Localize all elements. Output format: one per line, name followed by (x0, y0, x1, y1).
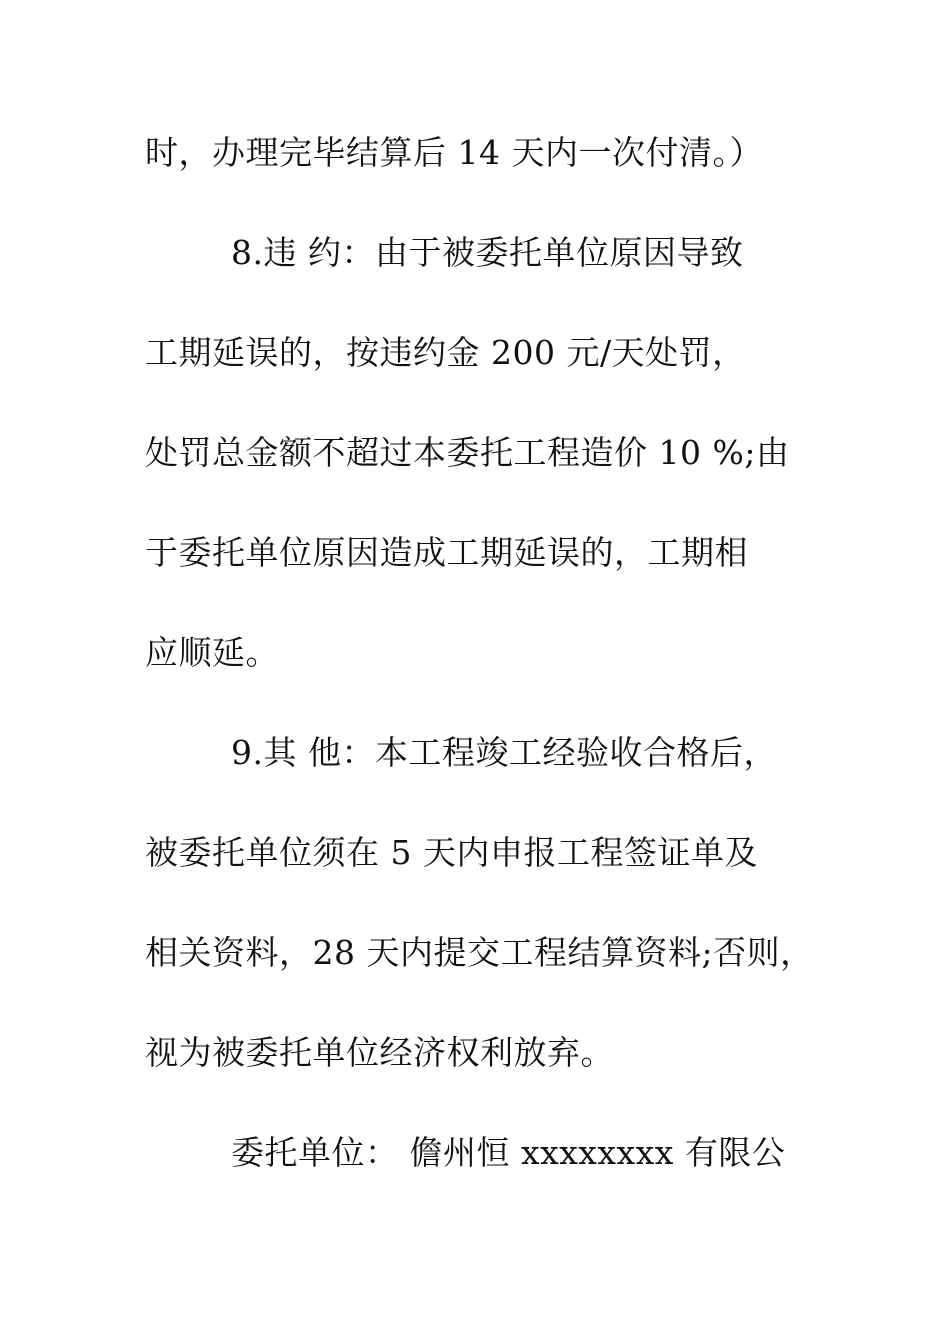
clause-9-line-4: 视为被委托单位经济权利放弃。 (145, 1033, 614, 1072)
clause-9-heading-line: 9.其 他：本工程竣工经验收合格后， (231, 733, 777, 772)
clause-8-line-3: 处罚总金额不超过本委托工程造价 10 %;由 (145, 433, 790, 472)
clause-9-line-2: 被委托单位须在 5 天内申报工程签证单及 (145, 833, 758, 872)
clause-8-line-2: 工期延误的，按违约金 200 元/天处罚， (145, 333, 746, 372)
clause-9-line-3: 相关资料，28 天内提交工程结算资料;否则， (145, 933, 814, 972)
entrusting-party-line: 委托单位： 儋州恒 xxxxxxxx 有限公 (231, 1133, 786, 1172)
clause-8-heading-line: 8.违 约：由于被委托单位原因导致 (231, 233, 744, 272)
clause-8-line-4: 于委托单位原因造成工期延误的，工期相 (145, 533, 748, 572)
clause-8-line-5: 应顺延。 (145, 633, 279, 672)
text-line-payment-end: 时，办理完毕结算后 14 天内一次付清。） (145, 133, 763, 172)
